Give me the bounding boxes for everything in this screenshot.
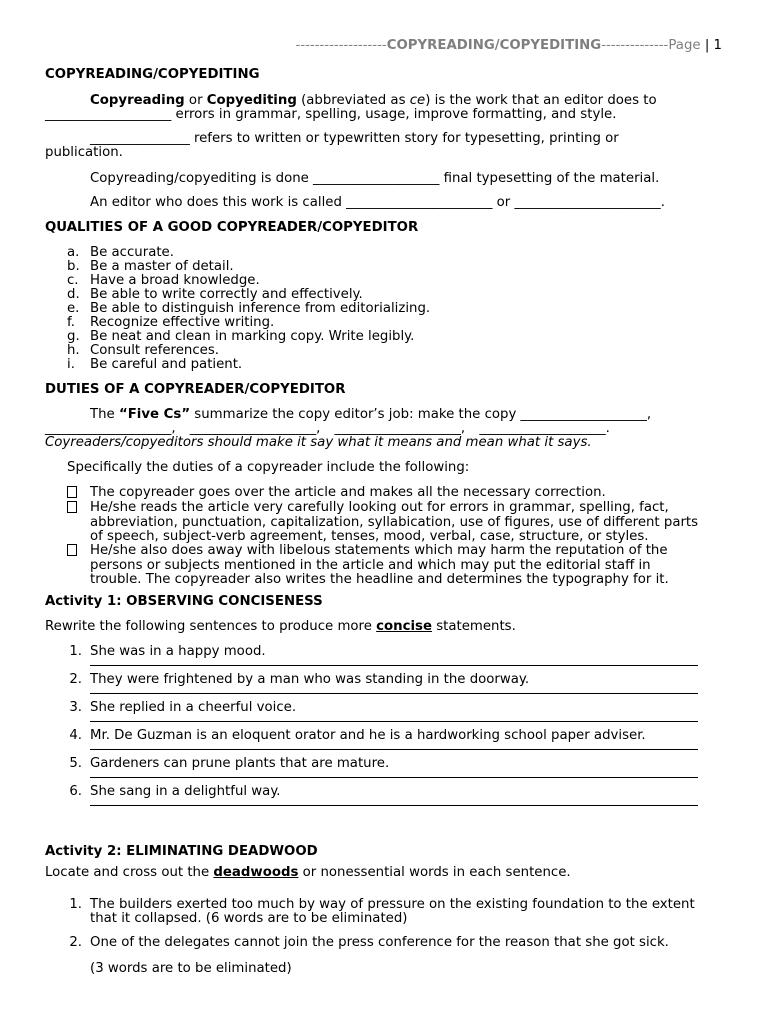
activity1-sentence: She sang in a delightful way. bbox=[90, 784, 281, 799]
header-page-label: Page bbox=[668, 38, 701, 53]
duties-bullet-list bbox=[45, 486, 722, 587]
quality-item bbox=[45, 344, 722, 358]
list-marker: i. bbox=[67, 357, 75, 372]
list-marker: a. bbox=[67, 245, 80, 260]
answer-line[interactable] bbox=[90, 693, 698, 694]
list-marker: f. bbox=[67, 315, 75, 330]
activity1-heading: Activity 1: OBSERVING CONCISENESS bbox=[45, 594, 323, 609]
activity1-sentence: She replied in a cheerful voice. bbox=[90, 700, 297, 715]
list-marker: d. bbox=[67, 287, 80, 302]
quality-text: Be able to distinguish inference from editorializing. bbox=[90, 301, 431, 316]
duties-heading: DUTIES OF A COPYREADER/COPYEDITOR bbox=[45, 382, 346, 397]
duty-text: persons or subjects mentioned in the article and which may put the editorial staff in bbox=[90, 558, 651, 573]
quality-item bbox=[45, 302, 722, 316]
list-marker: g. bbox=[67, 329, 80, 344]
activity1-instructions: Rewrite the following sentences to produce more concise statements. bbox=[45, 619, 516, 634]
intro-paragraph-3: Copyreading/copyediting is done ___________________ final typesetting of the material. bbox=[90, 171, 660, 186]
activity1-list bbox=[45, 645, 722, 813]
activity1-sentence: She was in a happy mood. bbox=[90, 644, 266, 659]
quality-text: Recognize effective writing. bbox=[90, 315, 275, 330]
activity1-item bbox=[45, 757, 722, 785]
intro-paragraph-1: Copyreading or Copyediting (abbreviated as ce) is the work that an editor does to ___________________ errors in grammar, spelling, usage, improve formatting, and style. bbox=[45, 94, 722, 122]
five-cs-italic-note: Coyreaders/copyeditors should make it say what it means and mean what it says. bbox=[45, 435, 592, 450]
answer-line[interactable] bbox=[90, 665, 698, 666]
quality-item bbox=[45, 330, 722, 344]
list-marker: h. bbox=[67, 343, 80, 358]
quality-item bbox=[45, 358, 722, 372]
quality-item bbox=[45, 288, 722, 302]
activity1-sentence: Mr. De Guzman is an eloquent orator and he is a hardworking school paper adviser. bbox=[90, 728, 646, 743]
activity1-sentence: Gardeners can prune plants that are mature. bbox=[90, 756, 390, 771]
list-marker: 2. bbox=[69, 672, 82, 687]
five-cs-term: “Five Cs” bbox=[118, 407, 191, 422]
intro-paragraph-4: An editor who does this work is called ______________________ or ______________________. bbox=[90, 195, 665, 210]
header-dashes-left: ------------------- bbox=[295, 38, 387, 53]
header-page-number: 1 bbox=[713, 38, 722, 53]
header-title: COPYREADING/COPYEDITING bbox=[386, 38, 602, 53]
quality-text: Be neat and clean in marking copy. Write legibly. bbox=[90, 329, 415, 344]
qualities-list bbox=[45, 246, 722, 372]
activity2-item-2: 2. One of the delegates cannot join the press conference for the reason that she got sick. (3 words are to be eliminated) bbox=[69, 935, 669, 976]
duty-text: abbreviation, punctuation, capitalization, syllabication, use of figures, use of different parts bbox=[90, 515, 699, 530]
list-marker: c. bbox=[67, 273, 79, 288]
activity1-item bbox=[45, 673, 722, 701]
list-marker: 4. bbox=[69, 728, 82, 743]
duty-text: The copyreader goes over the article and makes all the necessary correction. bbox=[90, 485, 606, 500]
quality-item bbox=[45, 274, 722, 288]
bullet-box-icon bbox=[67, 544, 77, 556]
list-marker: 6. bbox=[69, 784, 82, 799]
list-marker: e. bbox=[67, 301, 80, 316]
header-separator: | bbox=[704, 38, 710, 53]
list-marker: b. bbox=[67, 259, 80, 274]
activity1-sentence: They were frightened by a man who was standing in the doorway. bbox=[90, 672, 530, 687]
answer-line[interactable] bbox=[90, 805, 698, 806]
quality-text: Be accurate. bbox=[90, 245, 174, 260]
activity1-item bbox=[45, 645, 722, 673]
answer-line[interactable] bbox=[90, 721, 698, 722]
answer-line[interactable] bbox=[90, 777, 698, 778]
quality-text: Be a master of detail. bbox=[90, 259, 234, 274]
bullet-box-icon bbox=[67, 486, 77, 498]
intro-paragraph-2: _______________ refers to written or typewritten story for typesetting, printing or publication. bbox=[45, 131, 619, 160]
activity2-heading: Activity 2: ELIMINATING DEADWOOD bbox=[45, 844, 318, 859]
quality-item bbox=[45, 260, 722, 274]
keyword-concise: concise bbox=[376, 619, 432, 634]
list-marker: 1. bbox=[69, 644, 82, 659]
list-marker: 3. bbox=[69, 700, 82, 715]
five-cs-paragraph: The “Five Cs” summarize the copy editor’s job: make the copy ___________________, ___________________, ___________________, ___________________, ___________________. Coyreaders/copyeditors should make it say what it means and mean what it says. bbox=[45, 407, 652, 450]
duty-bullet-item bbox=[45, 544, 722, 587]
quality-text: Have a broad knowledge. bbox=[90, 273, 260, 288]
duty-bullet-item bbox=[45, 486, 722, 501]
list-marker: 5. bbox=[69, 756, 82, 771]
qualities-heading: QUALITIES OF A GOOD COPYREADER/COPYEDITOR bbox=[45, 220, 419, 235]
intro-paragraph-1-line2: ___________________ errors in grammar, spelling, usage, improve formatting, and style. bbox=[45, 107, 617, 122]
duties-intro: Specifically the duties of a copyreader include the following: bbox=[67, 460, 470, 475]
bullet-box-icon bbox=[67, 501, 77, 513]
quality-text: Consult references. bbox=[90, 343, 219, 358]
activity2-instructions: Locate and cross out the deadwoods or nonessential words in each sentence. bbox=[45, 865, 571, 880]
answer-line[interactable] bbox=[90, 749, 698, 750]
duty-bullet-item bbox=[45, 501, 722, 544]
intro-heading: COPYREADING/COPYEDITING bbox=[45, 67, 260, 82]
duty-text: trouble. The copyreader also writes the headline and determines the typography for it. bbox=[90, 572, 669, 587]
activity1-item bbox=[45, 785, 722, 813]
quality-text: Be careful and patient. bbox=[90, 357, 243, 372]
keyword-deadwoods: deadwoods bbox=[213, 865, 299, 880]
activity1-item bbox=[45, 701, 722, 729]
quality-text: Be able to write correctly and effectively. bbox=[90, 287, 363, 302]
quality-item bbox=[45, 246, 722, 260]
duty-text: He/she reads the article very carefully looking out for errors in grammar, spelling, fact, bbox=[90, 500, 669, 515]
page-header bbox=[296, 38, 722, 53]
quality-item bbox=[45, 316, 722, 330]
header-dashes-right: -------------- bbox=[601, 38, 669, 53]
activity2-item-1: 1. The builders exerted too much by way of pressure on the existing foundation to the extent that it collapsed. (6 words are to be eliminated) bbox=[69, 897, 695, 926]
activity1-item bbox=[45, 729, 722, 757]
duty-text: of speech, subject-verb agreement, tenses, mood, verbal, case, structure, or styles. bbox=[90, 529, 649, 544]
term-copyediting: Copyediting bbox=[206, 93, 297, 108]
term-copyreading: Copyreading bbox=[90, 93, 185, 108]
duty-text: He/she also does away with libelous statements which may harm the reputation of the bbox=[90, 543, 668, 558]
